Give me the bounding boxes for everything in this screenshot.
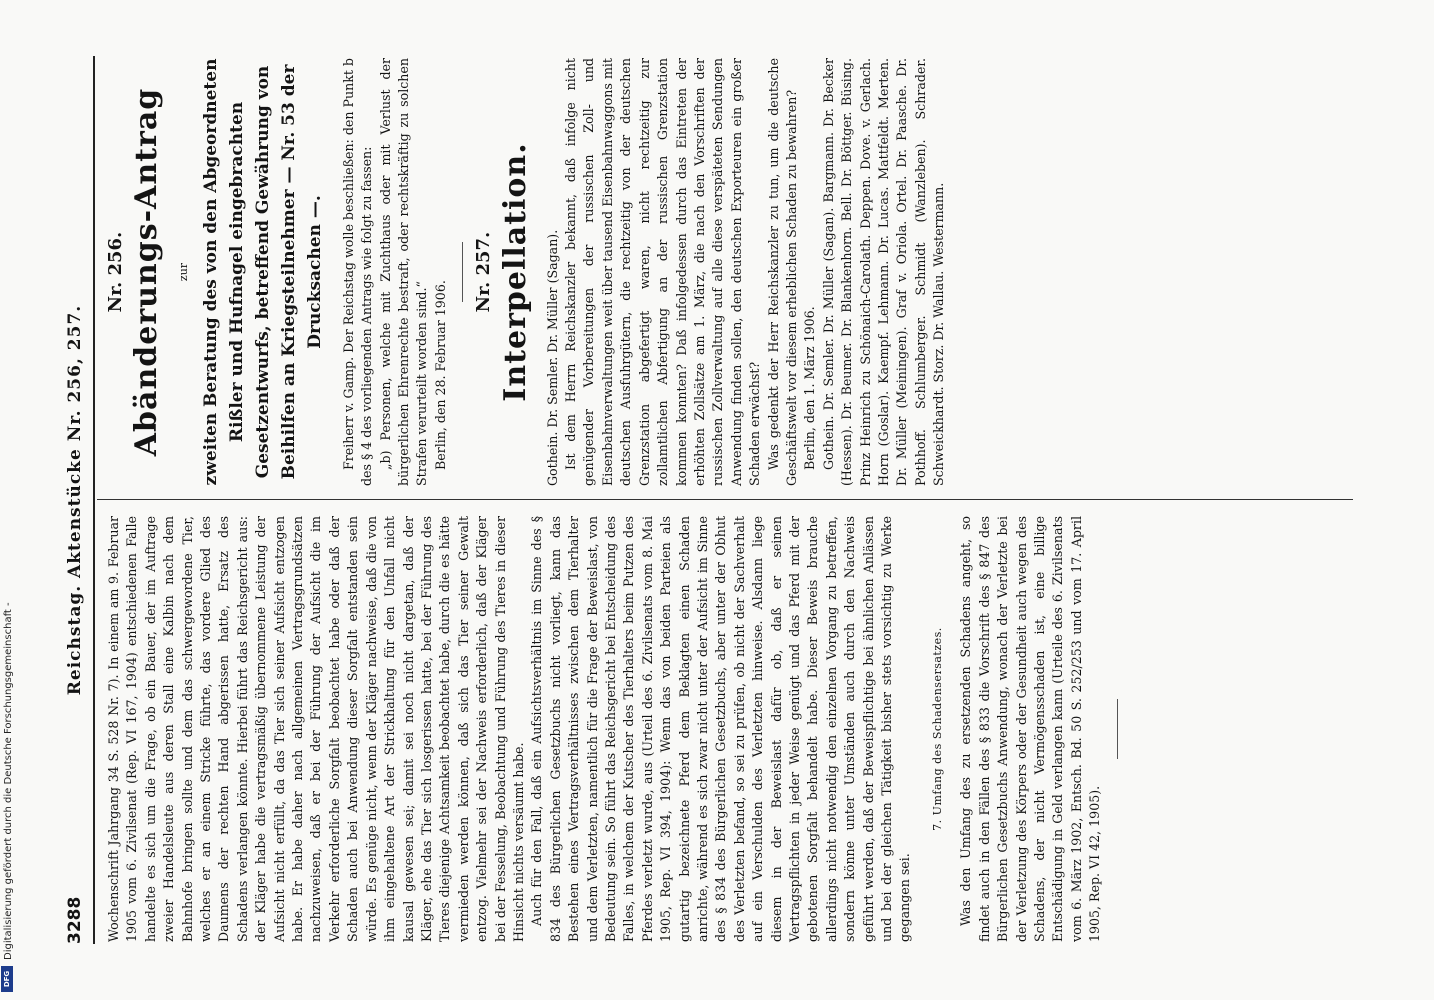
rotated-print-page bbox=[57, 36, 1377, 964]
document-number-257: Nr. 257. bbox=[473, 231, 495, 313]
document-title-256: Abänderungs-Antrag bbox=[129, 87, 165, 457]
date-line-256: Berlin, den 28. Februar 1906. bbox=[432, 280, 448, 470]
column-divider bbox=[97, 499, 1353, 500]
header-rule bbox=[93, 56, 95, 944]
body-paragraph: Wochenschrift Jahrgang 34 S. 528 Nr. 7). In einem am 9. Februar 1905 vom 6. Zivilsenat (Rep. VI 167, 1904) entschiedenen Falle handelte es sich um die Frage, ob ein Bauer, der im Auftrage zweier Handelsleute aus deren Stall eine Kalbin nach dem Bahnhofe bringen sollte und dem das schwergewordene Tier, welches er an einem Stricke führte, das vordere Glied des Daumens der rechten Hand abgerissen hatte, Ersatz des Schadens verlangen könnte. Hierbei führt das Reichsgericht aus: der Kläger habe die vertragsmäßig übernommene Leistung der Aufsicht nicht erfüllt, da das Tier sich seiner Aufsicht entzogen habe. Er habe daher nach allgemeinen Vertragsgrundsätzen nachzuweisen, daß er bei der Führung der Aufsicht die im Verkehr erforderliche Sorgfalt beobachtet habe oder daß der Schaden auch bei Anwendung dieser Sorgfalt entstanden sein würde. Es genüge nicht, wenn der Kläger nachweise, daß die von ihm eingehaltene Art der Strickhaltung für den Unfall nicht kausal gewesen sei; damit sei noch nicht dargetan, daß der Kläger, ehe das Tier sich losgerissen hatte, bei der Führung des Tieres diejenige Achtsamkeit beobachtet habe, durch die es hätte vermieden werden können, daß sich das Tier seiner Gewalt entzog. Vielmehr sei der Nachweis erforderlich, daß der Kläger bei der Fesselung, Beobachtung und Führung des Tieres in dieser Hinsicht nichts versäumt habe. bbox=[106, 516, 526, 942]
section-heading: 7. Umfang des Schadensersatzes. bbox=[930, 627, 944, 831]
date-line-257: Berlin, den 1. März 1906. bbox=[802, 306, 818, 470]
page-number: 3288 bbox=[65, 896, 85, 944]
document-number-256: Nr. 256. bbox=[105, 231, 126, 313]
body-paragraph: Was den Umfang des zu ersetzenden Schadens angeht, so findet auch in den Fällen des § 833 die Vorschrift des § 847 des Bürgerlichen Gesetzbuchs Anwendung, wonach der Verletzte bei der Verletzung des Körpers oder der Gesundheit auch wegen des Schadens, der nicht Vermögensschaden ist, eine billige Entschädigung in Geld verlangen kann (Urteile des 6. Zivilsenats vom 6. März 1902, Entsch. Bd. 50 S. 252/253 und vom 17. April 1905, Rep. VI 42, 1905). bbox=[958, 516, 1103, 942]
motion-intro: Freiherr v. Gamp. Der Reichstag wolle beschließen: den Punkt b des § 4 des vorliegenden Antrags wie folgt zu fassen: bbox=[340, 58, 375, 486]
dfg-logo-text: DFG bbox=[3, 970, 11, 988]
interpellation-paragraph: Ist dem Herrn Reichskanzler bekannt, daß infolge nicht genügender Vorbereitungen der russischen Zoll- und Eisenbahnverwaltungen weit über tausend Eisenbahnwaggons mit deutschen Ausfuhrgütern, die rechtzeitig von der deutschen Grenzstation abgefertigt waren, nicht rechtzeitig zur zollamtlichen Abfertigung an der russischen Grenzstation kommen konnten? Daß infolgedessen durch das Eintreten der erhöhten Zollsätze am 1. März, die nach den Vorschriften der russischen Zollverwaltung auf alle diese verspäteten Sendungen Anwendung finden sollen, den deutschen Exporteuren ein großer Schaden erwächst? bbox=[563, 58, 763, 486]
digitization-credit: Digitalisierung gefördert durch die Deutsche Forschungsgemeinschaft - bbox=[3, 602, 14, 960]
separator-rule bbox=[462, 242, 463, 302]
right-column bbox=[105, 58, 949, 486]
body-paragraph: Auch für den Fall, daß ein Aufsichtsverhältnis im Sinne des § 834 des Bürgerlichen Gesetzbuchs nicht vorliegt, kann das Bestehen eines Vertragsverhältnisses zwischen dem Tierhalter und dem Verletzten, namentlich für die Frage der Beweislast, von Bedeutung sein. So führt das Reichsgericht bei Entscheidung des Falles, in welchem der Kutscher des Tierhalters beim Putzen des Pferdes verletzt wurde, aus (Urteil des 6. Zivilsenats vom 8. Mai 1905, Rep. VI 394, 1904): Wenn das von beiden Parteien als gutartig bezeichnete Pferd dem Beklagten einen Schaden anrichte, während es sich zwar nicht unter der Aufsicht im Sinne des § 834 des Bürgerlichen Gesetzbuchs, aber unter der Obhut des Verletzten befand, so sei zu prüfen, ob nicht der Sachverhalt auf ein Verschulden des Verletzten hinweise. Alsdann liege diesem in der Beweislast dafür ob, daß er seinen Vertragspflichten in jeder Weise genügt und das Pferd mit der gebotenen Sorgfalt behandelt habe. Dieser Beweis brauche allerdings nicht notwendig den einzelnen Vorgang zu betreffen, sondern könne unter Umständen auch durch den Nachweis geführt werden, daß der Beweispflichtige bei ähnlichen Anlässen und bei der gleichen Tätigkeit bisher stets vorsichtig zu Werke gegangen sei. bbox=[529, 516, 913, 942]
signers-top: Gothein. Dr. Semler. Dr. Müller (Sagan). bbox=[544, 229, 560, 486]
digitization-credit-bar bbox=[2, 0, 14, 1000]
signers-list: Gothein. Dr. Semler. Dr. Müller (Sagan). Bargmann. Dr. Becker (Hessen). Dr. Beumer. Dr. Blankenhorn. Bell. Dr. Böttger. Büsing. Prinz Heinrich zu Schönaich-Carolath. Deppen. Dove. v. Gerlach. Horn (Goslar). Kaempf. Lehmann. Dr. Lucas. Mattfeldt. Merten. Dr. Müller (Meiningen). Graf v. Oriola. Ortel. Dr. Paasche. Dr. Pothhoff. Schlumberger. Schmidt (Wanzleben). Schrader. Schweickhardt. Storz. Dr. Wallau. Westermann. bbox=[820, 58, 947, 486]
dfg-logo-icon bbox=[1, 966, 13, 992]
left-column bbox=[105, 516, 1130, 942]
connector-zur: zur bbox=[177, 262, 191, 282]
page-header bbox=[65, 56, 95, 944]
interpellation-paragraph: Was gedenkt der Herr Reichskanzler zu tun, um die deutsche Geschäftswelt vor diesem erheblichen Schaden zu bewahren? bbox=[765, 58, 799, 486]
document-title-257: Interpellation. bbox=[497, 142, 533, 402]
document-subtitle-256: zweiten Beratung des von den Abgeordneten Rißler und Hufnagel eingebrachten Gesetzentwurfs, betreffend Gewährung von Beihilfen an Kriegsteilnehmer — Nr. 53 der Drucksachen —. bbox=[200, 58, 325, 486]
motion-quote: „b) Personen, welche mit Zuchthaus oder mit Verlust der bürgerlichen Ehrenrechte bestraft, oder rechtskräftig zu solchen Strafen verurteilt worden sind.“ bbox=[377, 58, 430, 486]
running-title: Reichstag. Aktenstücke Nr. 256, 257. bbox=[65, 304, 85, 696]
end-rule bbox=[1117, 699, 1118, 759]
